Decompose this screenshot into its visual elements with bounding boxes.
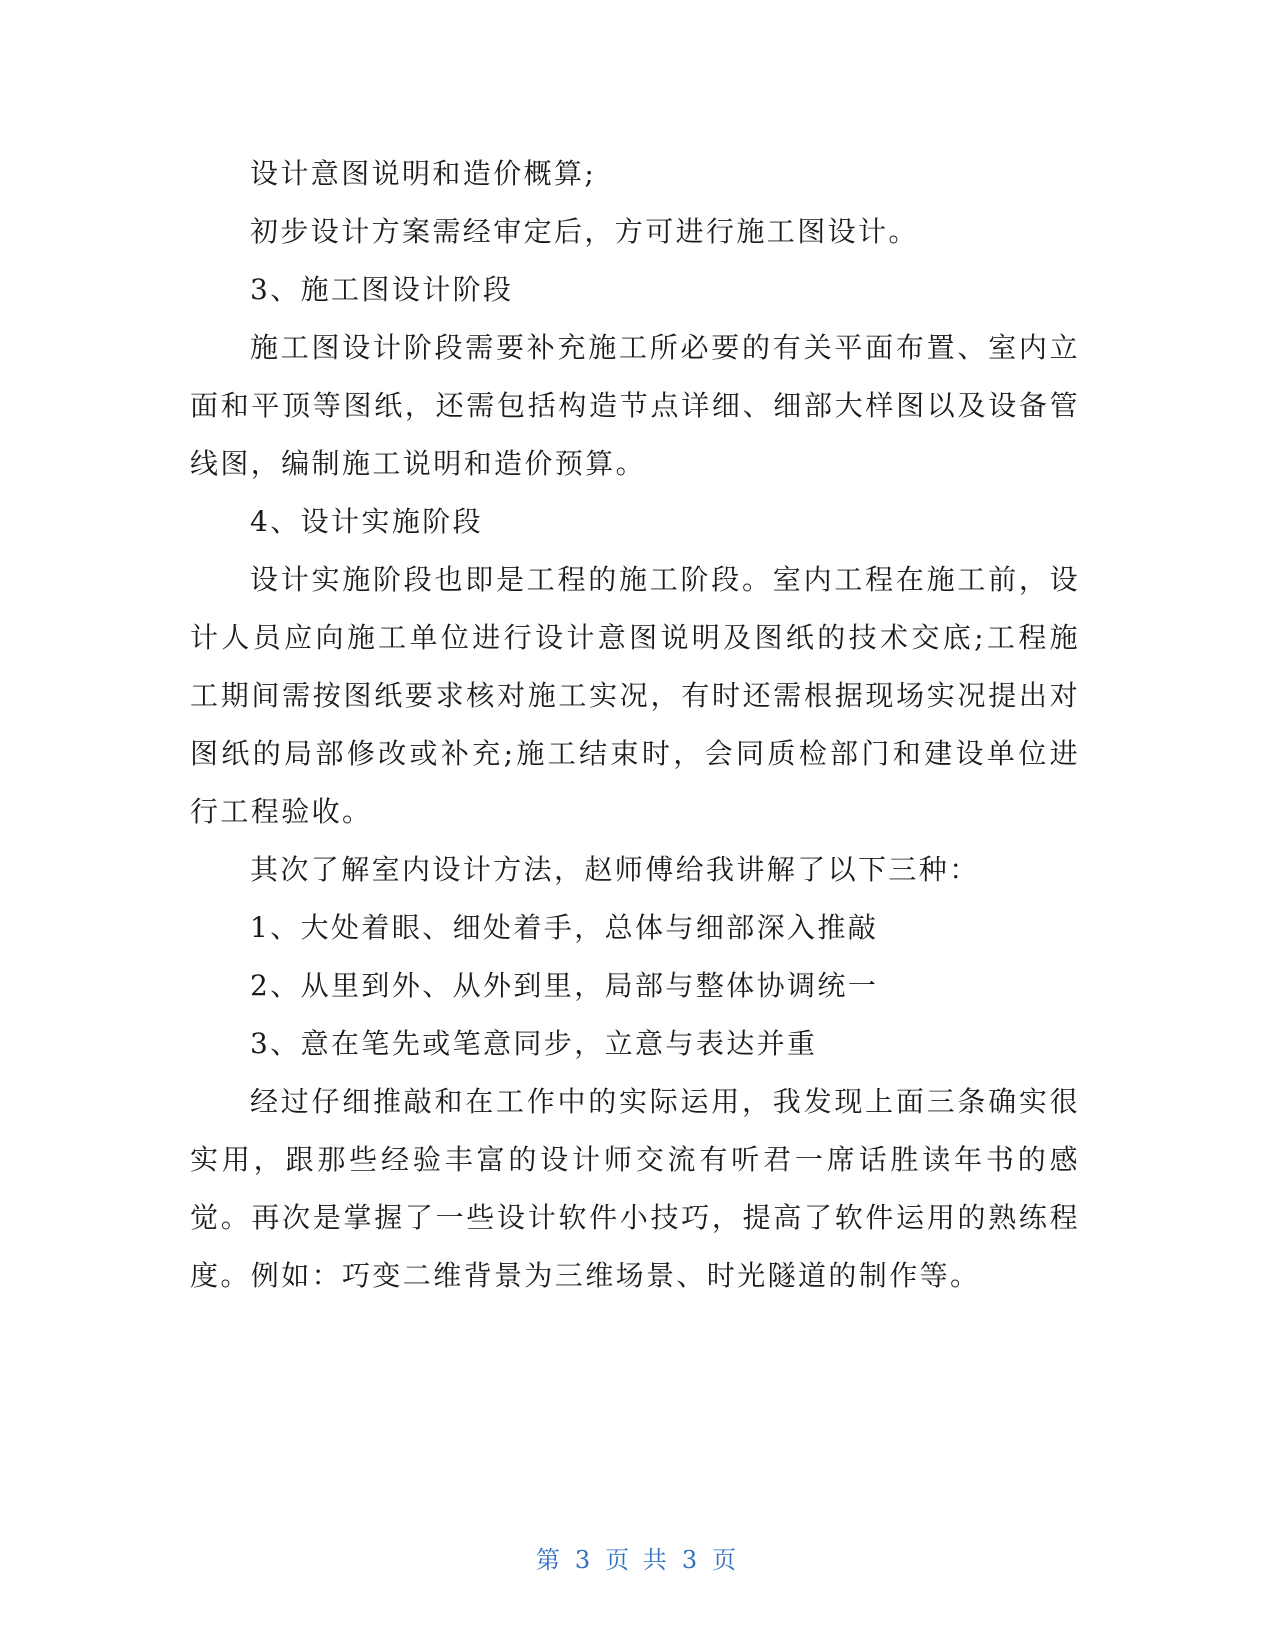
- section-heading: 4、设计实施阶段: [250, 505, 484, 538]
- paragraph: 其次了解室内设计方法，赵师傅给我讲解了以下三种：: [250, 853, 980, 886]
- list-item: 2、从里到外、从外到里，局部与整体协调统一: [250, 969, 879, 1002]
- paragraph: 经过仔细推敲和在工作中的实际运用，我发现上面三条确实很实用，跟那些经验丰富的设计师交流有听君一席话胜读年书的感觉。再次是掌握了一些设计软件小技巧，提高了软件运用的熟练程度。例如：巧变二维背景为三维场景、时光隧道的制作等。: [190, 1085, 1080, 1292]
- document-body: [190, 145, 1080, 1305]
- footer-middle: 页 共: [605, 1546, 670, 1574]
- paragraph: 施工图设计阶段需要补充施工所必要的有关平面布置、室内立面和平顶等图纸，还需包括构造节点详细、细部大样图以及设备管线图，编制施工说明和造价预算。: [190, 331, 1080, 480]
- list-item: 1、大处着眼、细处着手，总体与细部深入推敲: [250, 911, 879, 944]
- paragraph: 设计实施阶段也即是工程的施工阶段。室内工程在施工前，设计人员应向施工单位进行设计意图说明及图纸的技术交底;工程施工期间需按图纸要求核对施工实况，有时还需根据现场实况提出对图纸的局部修改或补充;施工结束时，会同质检部门和建设单位进行工程验收。: [190, 563, 1080, 828]
- footer-current-page: 3: [574, 1546, 594, 1574]
- page-footer: [0, 1540, 1275, 1575]
- footer-suffix: 页: [712, 1546, 740, 1574]
- paragraph: 设计意图说明和造价概算;: [250, 157, 597, 190]
- paragraph: 初步设计方案需经审定后，方可进行施工图设计。: [250, 215, 919, 248]
- footer-total-pages: 3: [681, 1546, 701, 1574]
- list-item: 3、意在笔先或笔意同步，立意与表达并重: [250, 1027, 818, 1060]
- section-heading: 3、施工图设计阶段: [250, 273, 514, 306]
- footer-prefix: 第: [535, 1546, 563, 1574]
